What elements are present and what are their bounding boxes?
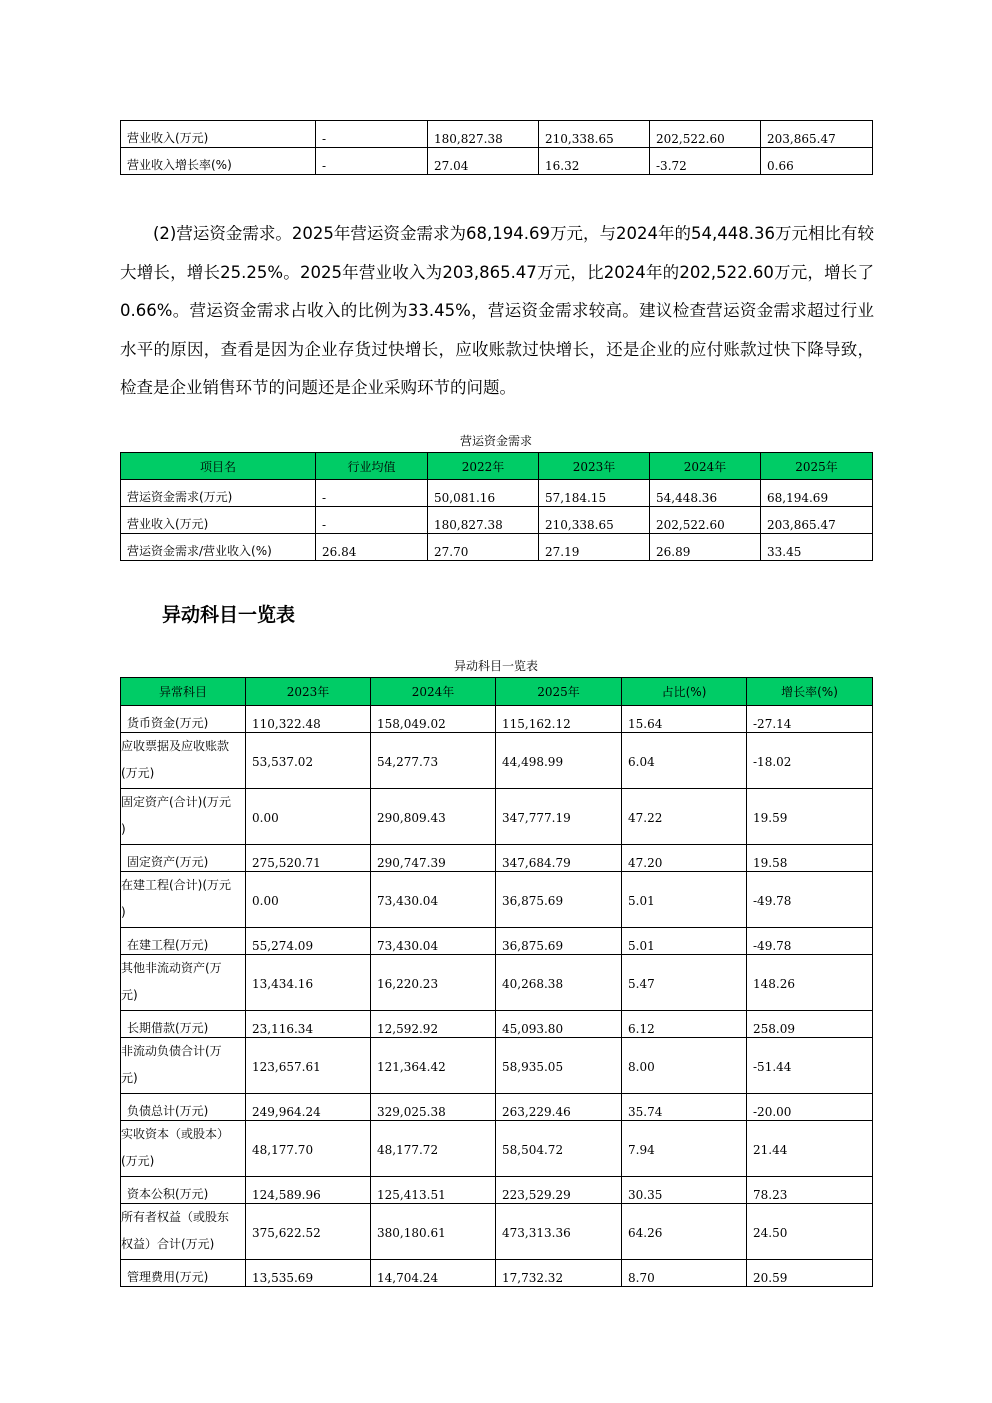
table-cell: 158,049.02 — [371, 706, 496, 733]
table-row — [121, 928, 873, 955]
table-cell: 121,364.42 — [371, 1038, 496, 1094]
table-cell: 8.70 — [622, 1260, 747, 1287]
table-cell: -27.14 — [747, 706, 873, 733]
table-cell: 24.50 — [747, 1204, 873, 1260]
row-label-line: (万元) — [121, 766, 155, 780]
table-cell: 68,194.69 — [761, 480, 873, 507]
table-cell: 5.47 — [622, 955, 747, 1011]
table-row — [121, 733, 873, 789]
table-cell: 47.22 — [622, 789, 747, 845]
column-header: 行业均值 — [316, 453, 428, 480]
row-label: 营运资金需求/营业收入(%) — [121, 534, 316, 561]
table-cell: 12,592.92 — [371, 1011, 496, 1038]
table-cell: -20.00 — [747, 1094, 873, 1121]
table-cell: -3.72 — [650, 148, 761, 175]
table-cell: 13,434.16 — [246, 955, 371, 1011]
table-cell: 125,413.51 — [371, 1177, 496, 1204]
table-cell: 78.23 — [747, 1177, 873, 1204]
table-row — [121, 1177, 873, 1204]
working-capital-table — [120, 452, 873, 561]
anomaly-table — [120, 677, 873, 1287]
table-cell: -51.44 — [747, 1038, 873, 1094]
table-cell: 290,747.39 — [371, 845, 496, 872]
column-header: 2023年 — [246, 678, 371, 706]
table-cell: - — [316, 121, 428, 148]
table-header-row — [121, 453, 873, 480]
column-header: 2025年 — [761, 453, 873, 480]
table-cell: 7.94 — [622, 1121, 747, 1177]
table-cell: -49.78 — [747, 872, 873, 928]
table-cell: 53,537.02 — [246, 733, 371, 789]
column-header: 增长率(%) — [747, 678, 873, 706]
table-cell: 44,498.99 — [496, 733, 622, 789]
table-cell: 55,274.09 — [246, 928, 371, 955]
table-cell: -18.02 — [747, 733, 873, 789]
table-cell: 249,964.24 — [246, 1094, 371, 1121]
table-row — [121, 1038, 873, 1094]
table-cell: 73,430.04 — [371, 872, 496, 928]
row-label-line: 在建工程(合计)(万元 — [121, 878, 232, 892]
row-label — [121, 1038, 246, 1094]
row-label-line: 固定资产(合计)(万元 — [121, 795, 232, 809]
table-cell: 115,162.12 — [496, 706, 622, 733]
table-cell: 27.70 — [428, 534, 539, 561]
table-cell: 180,827.38 — [428, 121, 539, 148]
table-cell: 13,535.69 — [246, 1260, 371, 1287]
table-cell: 123,657.61 — [246, 1038, 371, 1094]
table-cell: 54,277.73 — [371, 733, 496, 789]
table-cell: 40,268.38 — [496, 955, 622, 1011]
table-cell: 290,809.43 — [371, 789, 496, 845]
table-cell: 203,865.47 — [761, 507, 873, 534]
table-cell: 17,732.32 — [496, 1260, 622, 1287]
table-header-row — [121, 678, 873, 706]
table-cell: 0.00 — [246, 789, 371, 845]
row-label-line: 权益）合计(万元) — [121, 1237, 215, 1251]
table-cell: - — [316, 480, 428, 507]
row-label-line: 其他非流动资产(万 — [121, 961, 222, 975]
table-cell: 36,875.69 — [496, 928, 622, 955]
table-cell: 6.12 — [622, 1011, 747, 1038]
row-label-line: (万元) — [121, 1154, 155, 1168]
row-label-line: 元) — [121, 988, 138, 1002]
table-cell: 148.26 — [747, 955, 873, 1011]
table-row — [121, 121, 873, 148]
table-cell: 5.01 — [622, 928, 747, 955]
table-cell: 26.89 — [650, 534, 761, 561]
table-cell: 35.74 — [622, 1094, 747, 1121]
table-row — [121, 872, 873, 928]
table-cell: 258.09 — [747, 1011, 873, 1038]
row-label: 长期借款(万元) — [121, 1011, 246, 1038]
row-label: 营业收入(万元) — [121, 121, 316, 148]
row-label: 固定资产(万元) — [121, 845, 246, 872]
table-row — [121, 1260, 873, 1287]
table-cell: 15.64 — [622, 706, 747, 733]
row-label-line: ) — [121, 905, 126, 919]
table-row — [121, 507, 873, 534]
row-label-line: 所有者权益（或股东 — [121, 1210, 230, 1224]
table-cell: 0.66 — [761, 148, 873, 175]
row-label-line: 应收票据及应收账款 — [121, 739, 230, 753]
table-row — [121, 1011, 873, 1038]
column-header: 2024年 — [371, 678, 496, 706]
table-cell: 30.35 — [622, 1177, 747, 1204]
row-label — [121, 872, 246, 928]
row-label-line: 非流动负债合计(万 — [121, 1044, 222, 1058]
table-cell: - — [316, 148, 428, 175]
table-cell: 347,684.79 — [496, 845, 622, 872]
table-cell: 58,935.05 — [496, 1038, 622, 1094]
row-label: 在建工程(万元) — [121, 928, 246, 955]
anomaly-caption: 异动科目一览表 — [453, 659, 538, 673]
column-header: 异常科目 — [121, 678, 246, 706]
column-header: 占比(%) — [622, 678, 747, 706]
table-cell: 329,025.38 — [371, 1094, 496, 1121]
section-heading: 异动科目一览表 — [162, 604, 296, 626]
table-cell: 210,338.65 — [539, 507, 650, 534]
row-label: 管理费用(万元) — [121, 1260, 246, 1287]
table-cell: 21.44 — [747, 1121, 873, 1177]
row-label-line: 元) — [121, 1071, 138, 1085]
row-label — [121, 1204, 246, 1260]
table-cell: 27.19 — [539, 534, 650, 561]
row-label: 负债总计(万元) — [121, 1094, 246, 1121]
table-cell: 275,520.71 — [246, 845, 371, 872]
working-capital-caption: 营运资金需求 — [459, 434, 532, 448]
table-row — [121, 480, 873, 507]
table-cell: 124,589.96 — [246, 1177, 371, 1204]
table-cell: - — [316, 507, 428, 534]
table-row — [121, 845, 873, 872]
table-cell: 36,875.69 — [496, 872, 622, 928]
table-cell: 110,322.48 — [246, 706, 371, 733]
column-header: 项目名 — [121, 453, 316, 480]
table-cell: 45,093.80 — [496, 1011, 622, 1038]
column-header: 2022年 — [428, 453, 539, 480]
table-cell: 380,180.61 — [371, 1204, 496, 1260]
table-cell: 19.58 — [747, 845, 873, 872]
table-cell: 16,220.23 — [371, 955, 496, 1011]
row-label: 资本公积(万元) — [121, 1177, 246, 1204]
table-row — [121, 955, 873, 1011]
table-cell: 375,622.52 — [246, 1204, 371, 1260]
table-cell: 23,116.34 — [246, 1011, 371, 1038]
table-cell: 5.01 — [622, 872, 747, 928]
table-cell: 263,229.46 — [496, 1094, 622, 1121]
row-label: 营运资金需求(万元) — [121, 480, 316, 507]
table-cell: 0.00 — [246, 872, 371, 928]
table-cell: 473,313.36 — [496, 1204, 622, 1260]
row-label: 货币资金(万元) — [121, 706, 246, 733]
table-cell: 26.84 — [316, 534, 428, 561]
row-label: 营业收入增长率(%) — [121, 148, 316, 175]
table-cell: 8.00 — [622, 1038, 747, 1094]
table-cell: 6.04 — [622, 733, 747, 789]
table-row — [121, 1204, 873, 1260]
table-cell: 202,522.60 — [650, 507, 761, 534]
table-cell: 347,777.19 — [496, 789, 622, 845]
row-label — [121, 1121, 246, 1177]
row-label — [121, 955, 246, 1011]
table-row — [121, 1094, 873, 1121]
column-header: 2025年 — [496, 678, 622, 706]
row-label-line: ) — [121, 822, 126, 836]
table-cell: 73,430.04 — [371, 928, 496, 955]
column-header: 2023年 — [539, 453, 650, 480]
table-cell: 57,184.15 — [539, 480, 650, 507]
table-row — [121, 1121, 873, 1177]
table-cell: 54,448.36 — [650, 480, 761, 507]
column-header: 2024年 — [650, 453, 761, 480]
table-cell: 48,177.70 — [246, 1121, 371, 1177]
table-cell: 19.59 — [747, 789, 873, 845]
table-row — [121, 789, 873, 845]
table-cell: 223,529.29 — [496, 1177, 622, 1204]
row-label-line: 实收资本（或股本） — [121, 1127, 230, 1141]
row-label — [121, 733, 246, 789]
table-cell: 48,177.72 — [371, 1121, 496, 1177]
table-cell: 64.26 — [622, 1204, 747, 1260]
table-cell: 33.45 — [761, 534, 873, 561]
table-cell: 202,522.60 — [650, 121, 761, 148]
table-cell: -49.78 — [747, 928, 873, 955]
revenue-table — [120, 120, 873, 175]
table-cell: 203,865.47 — [761, 121, 873, 148]
table-row — [121, 706, 873, 733]
table-cell: 58,504.72 — [496, 1121, 622, 1177]
table-cell: 47.20 — [622, 845, 747, 872]
table-row — [121, 534, 873, 561]
table-cell: 16.32 — [539, 148, 650, 175]
working-capital-paragraph: (2)营运资金需求。2025年营运资金需求为68,194.69万元，与2024年的54,448.36万元相比有较大增长，增长25.25%。2025年营业收入为203,865.47万元，比2024年的202,522.60万元，增长了0.66%。营运资金需求占收入的比例为33.45%，营运资金需求较高。建议检查营运资金需求超过行业水平的原因，查看是因为企业存货过快增长，应收账款过快增长，还是企业的应付账款过快下降导致，检查是企业销售环节的问题还是企业采购环节的问题。 — [120, 224, 874, 398]
table-cell: 50,081.16 — [428, 480, 539, 507]
table-cell: 20.59 — [747, 1260, 873, 1287]
table-cell: 210,338.65 — [539, 121, 650, 148]
table-row — [121, 148, 873, 175]
row-label — [121, 789, 246, 845]
table-cell: 27.04 — [428, 148, 539, 175]
table-cell: 180,827.38 — [428, 507, 539, 534]
table-cell: 14,704.24 — [371, 1260, 496, 1287]
row-label: 营业收入(万元) — [121, 507, 316, 534]
